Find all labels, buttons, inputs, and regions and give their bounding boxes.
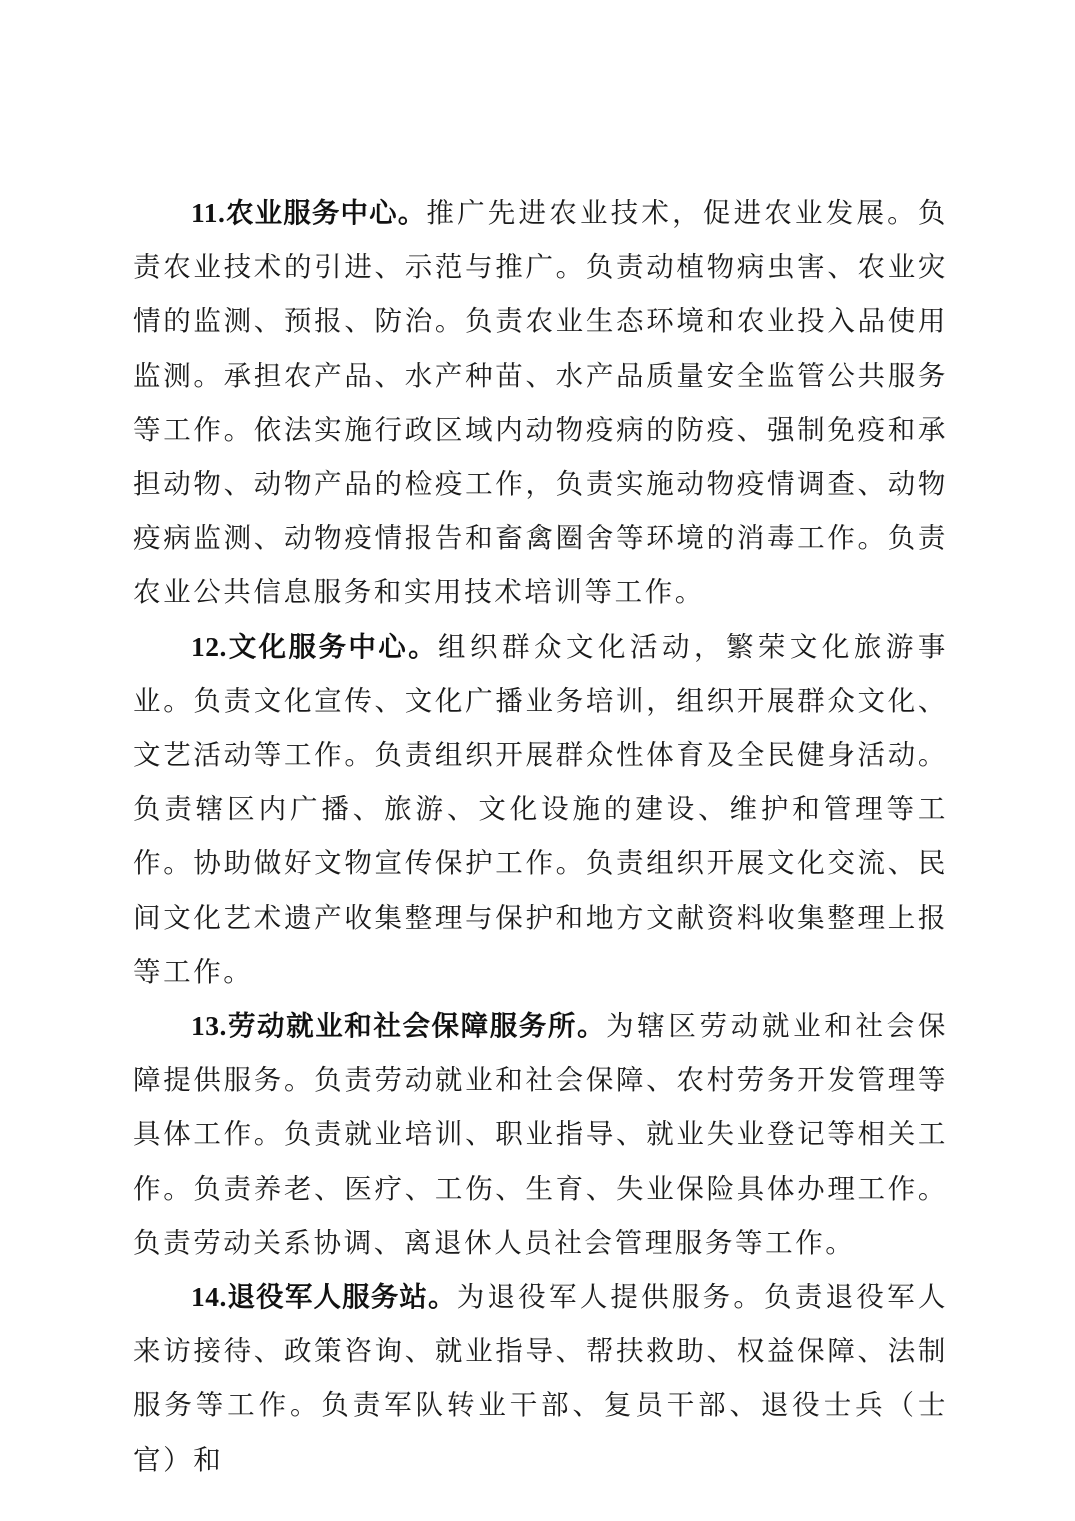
document-body <box>133 186 948 1487</box>
section-heading: 14.退役军人服务站。 <box>191 1281 457 1313</box>
paragraph-text: 为退役军人提供服务。负责退役军人来访接待、政策咨询、就业指导、帮扶救助、权益保障、法制服务等工作。负责军队转业干部、复员干部、退役士兵（士官）和 <box>133 1281 948 1476</box>
paragraph-text: 为辖区劳动就业和社会保障提供服务。负责劳动就业和社会保障、农村劳务开发管理等具体工作。负责就业培训、职业指导、就业失业登记等相关工作。负责养老、医疗、工伤、生育、失业保险具体办理工作。负责劳动关系协调、离退休人员社会管理服务等工作。 <box>133 1010 949 1259</box>
section-heading: 12.文化服务中心。 <box>191 630 439 662</box>
section-heading: 11.农业服务中心。 <box>191 197 427 228</box>
section-heading: 13.劳动就业和社会保障服务所。 <box>191 1010 607 1042</box>
paragraph-agriculture-service-center <box>133 186 948 620</box>
paragraph-text: 推广先进农业技术，促进农业发展。负责农业技术的引进、示范与推广。负责动植物病虫害、农业灾情的监测、预报、防治。负责农业生态环境和农业投入品使用监测。承担农产品、水产种苗、水产品质量安全监管公共服务等工作。依法实施行政区域内动物疫病的防疫、强制免疫和承担动物、动物产品的检疫工作，负责实施动物疫情调查、动物疫病监测、动物疫情报告和畜禽圈舍等环境的消毒工作。负责农业公共信息服务和实用技术培训等工作。 <box>133 197 949 609</box>
paragraph-veterans-service-station <box>133 1270 948 1487</box>
paragraph-labor-social-security <box>133 999 948 1270</box>
paragraph-text: 组织群众文化活动，繁荣文化旅游事业。负责文化宣传、文化广播业务培训，组织开展群众文化、文艺活动等工作。负责组织开展群众性体育及全民健身活动。负责辖区内广播、旅游、文化设施的建设、维护和管理等工作。协助做好文物宣传保护工作。负责组织开展文化交流、民间文化艺术遗产收集整理与保护和地方文献资料收集整理上报等工作。 <box>133 630 948 988</box>
paragraph-culture-service-center <box>133 620 948 999</box>
